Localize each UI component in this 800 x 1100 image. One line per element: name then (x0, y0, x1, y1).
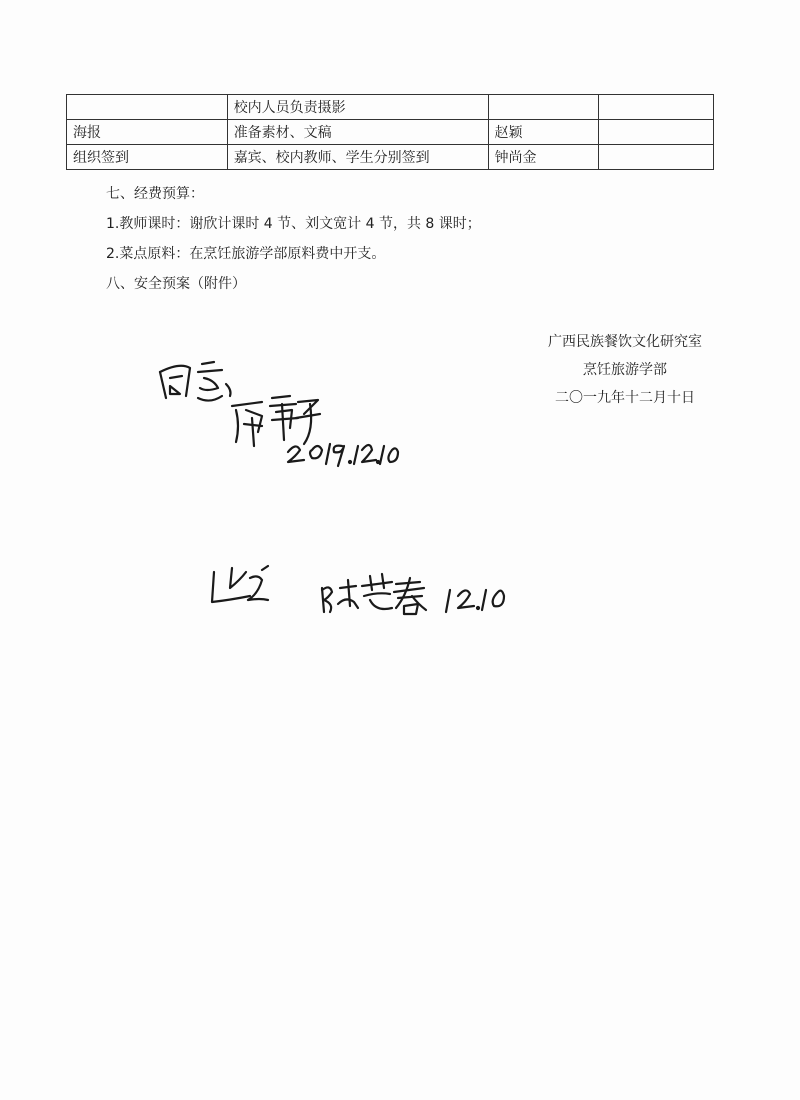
handwritten-approval-2 (212, 566, 268, 602)
table-cell-person: 赵颖 (488, 120, 599, 145)
issue-date: 二〇一九年十二月十日 (555, 390, 695, 406)
handwritten-signer-2 (322, 574, 426, 614)
table-cell-content: 嘉宾、校内教师、学生分别签到 (227, 145, 488, 170)
handwritten-approval-1 (160, 362, 231, 401)
budget-item-1: 1.教师课时：谢欣计课时 4 节、刘文宽计 4 节，共 8 课时； (106, 216, 481, 232)
table-cell-content: 校内人员负责摄影 (227, 95, 488, 120)
issuer-org-1: 广西民族餐饮文化研究室 (548, 334, 702, 350)
table-cell-item: 组织签到 (67, 145, 228, 170)
table-cell-item: 海报 (67, 120, 228, 145)
handwritten-date-2 (446, 590, 504, 612)
handwritten-signer-1 (232, 396, 320, 446)
section-7-title: 七、经费预算： (106, 186, 204, 202)
table-cell-person: 钟尚金 (488, 145, 599, 170)
section-8-title: 八、安全预案（附件） (106, 276, 246, 292)
budget-item-2: 2.菜点原料：在烹饪旅游学部原料费中开支。 (106, 246, 386, 262)
table-cell-content: 准备素材、文稿 (227, 120, 488, 145)
issuer-org-2: 烹饪旅游学部 (583, 362, 667, 378)
handwritten-date-1 (288, 444, 398, 466)
